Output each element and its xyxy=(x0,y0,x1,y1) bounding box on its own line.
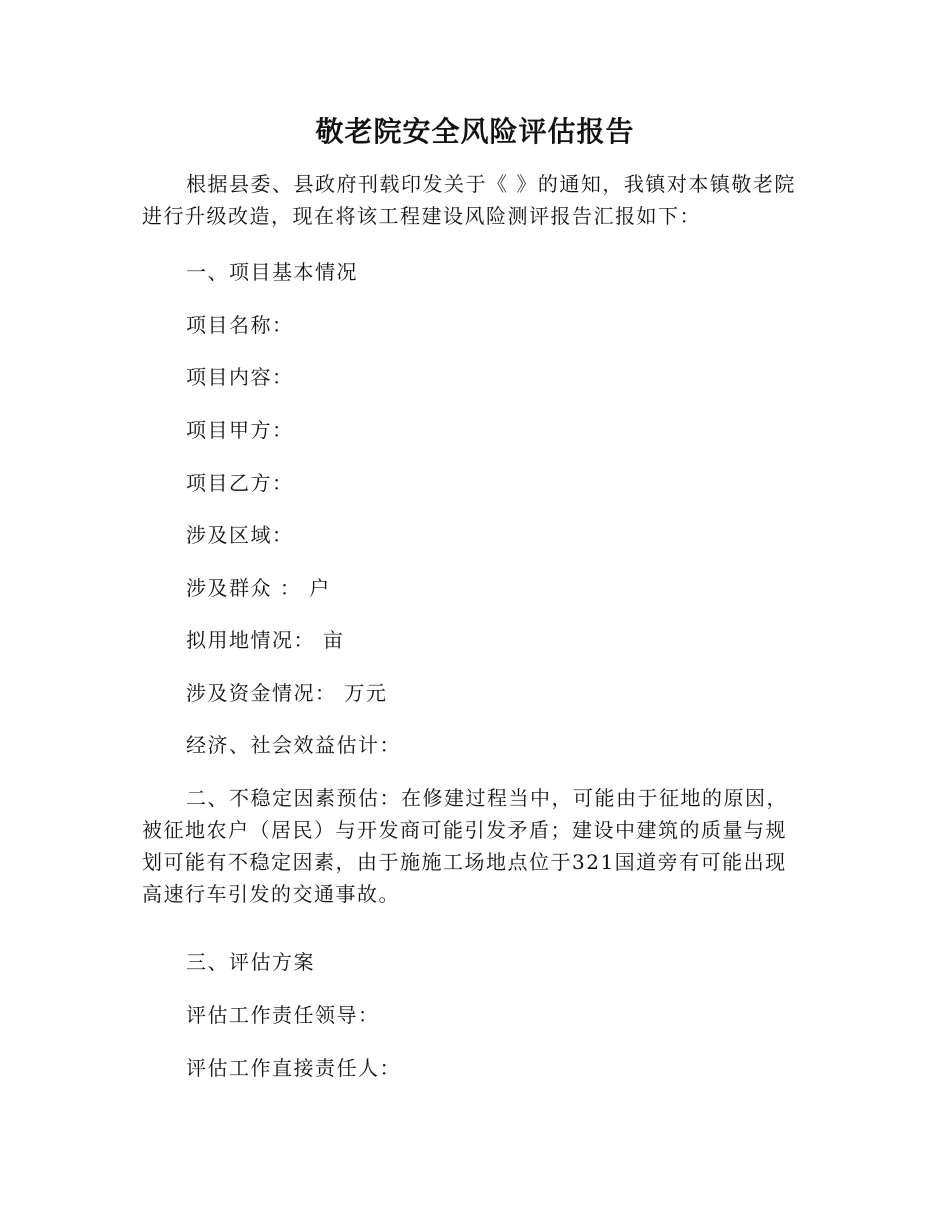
field-land: 拟用地情况： 亩 xyxy=(186,628,345,652)
section3-heading: 三、评估方案 xyxy=(186,950,315,974)
field-party-b: 项目乙方： xyxy=(186,471,294,495)
field-party-a: 项目甲方： xyxy=(186,418,294,442)
field-project-name: 项目名称： xyxy=(186,313,294,337)
document-title: 敬老院安全风险评估报告 xyxy=(315,115,635,148)
section2-paragraph: 二、不稳定因素预估：在修建过程当中，可能由于征地的原因，被征地农户（居民）与开发商可能引发矛盾；建设中建筑的质量与规划可能有不稳定因素，由于施施工场地点位于321国道旁有可能出现高速行车引发的交通事故。 xyxy=(142,786,788,906)
field-responsible-leader: 评估工作责任领导： xyxy=(186,1003,380,1027)
field-funds: 涉及资金情况： 万元 xyxy=(186,681,388,705)
field-area: 涉及区域： xyxy=(186,523,294,547)
field-benefit: 经济、社会效益估计： xyxy=(186,733,401,757)
field-project-content: 项目内容： xyxy=(186,365,294,389)
intro-paragraph: 根据县委、县政府刊载印发关于《 》的通知，我镇对本镇敬老院进行升级改造，现在将该工程建设风险测评报告汇报如下： xyxy=(142,172,796,228)
field-households: 涉及群众 ： 户 xyxy=(186,576,331,600)
field-direct-responsible: 评估工作直接责任人： xyxy=(186,1056,401,1080)
section1-heading: 一、项目基本情况 xyxy=(186,260,358,284)
